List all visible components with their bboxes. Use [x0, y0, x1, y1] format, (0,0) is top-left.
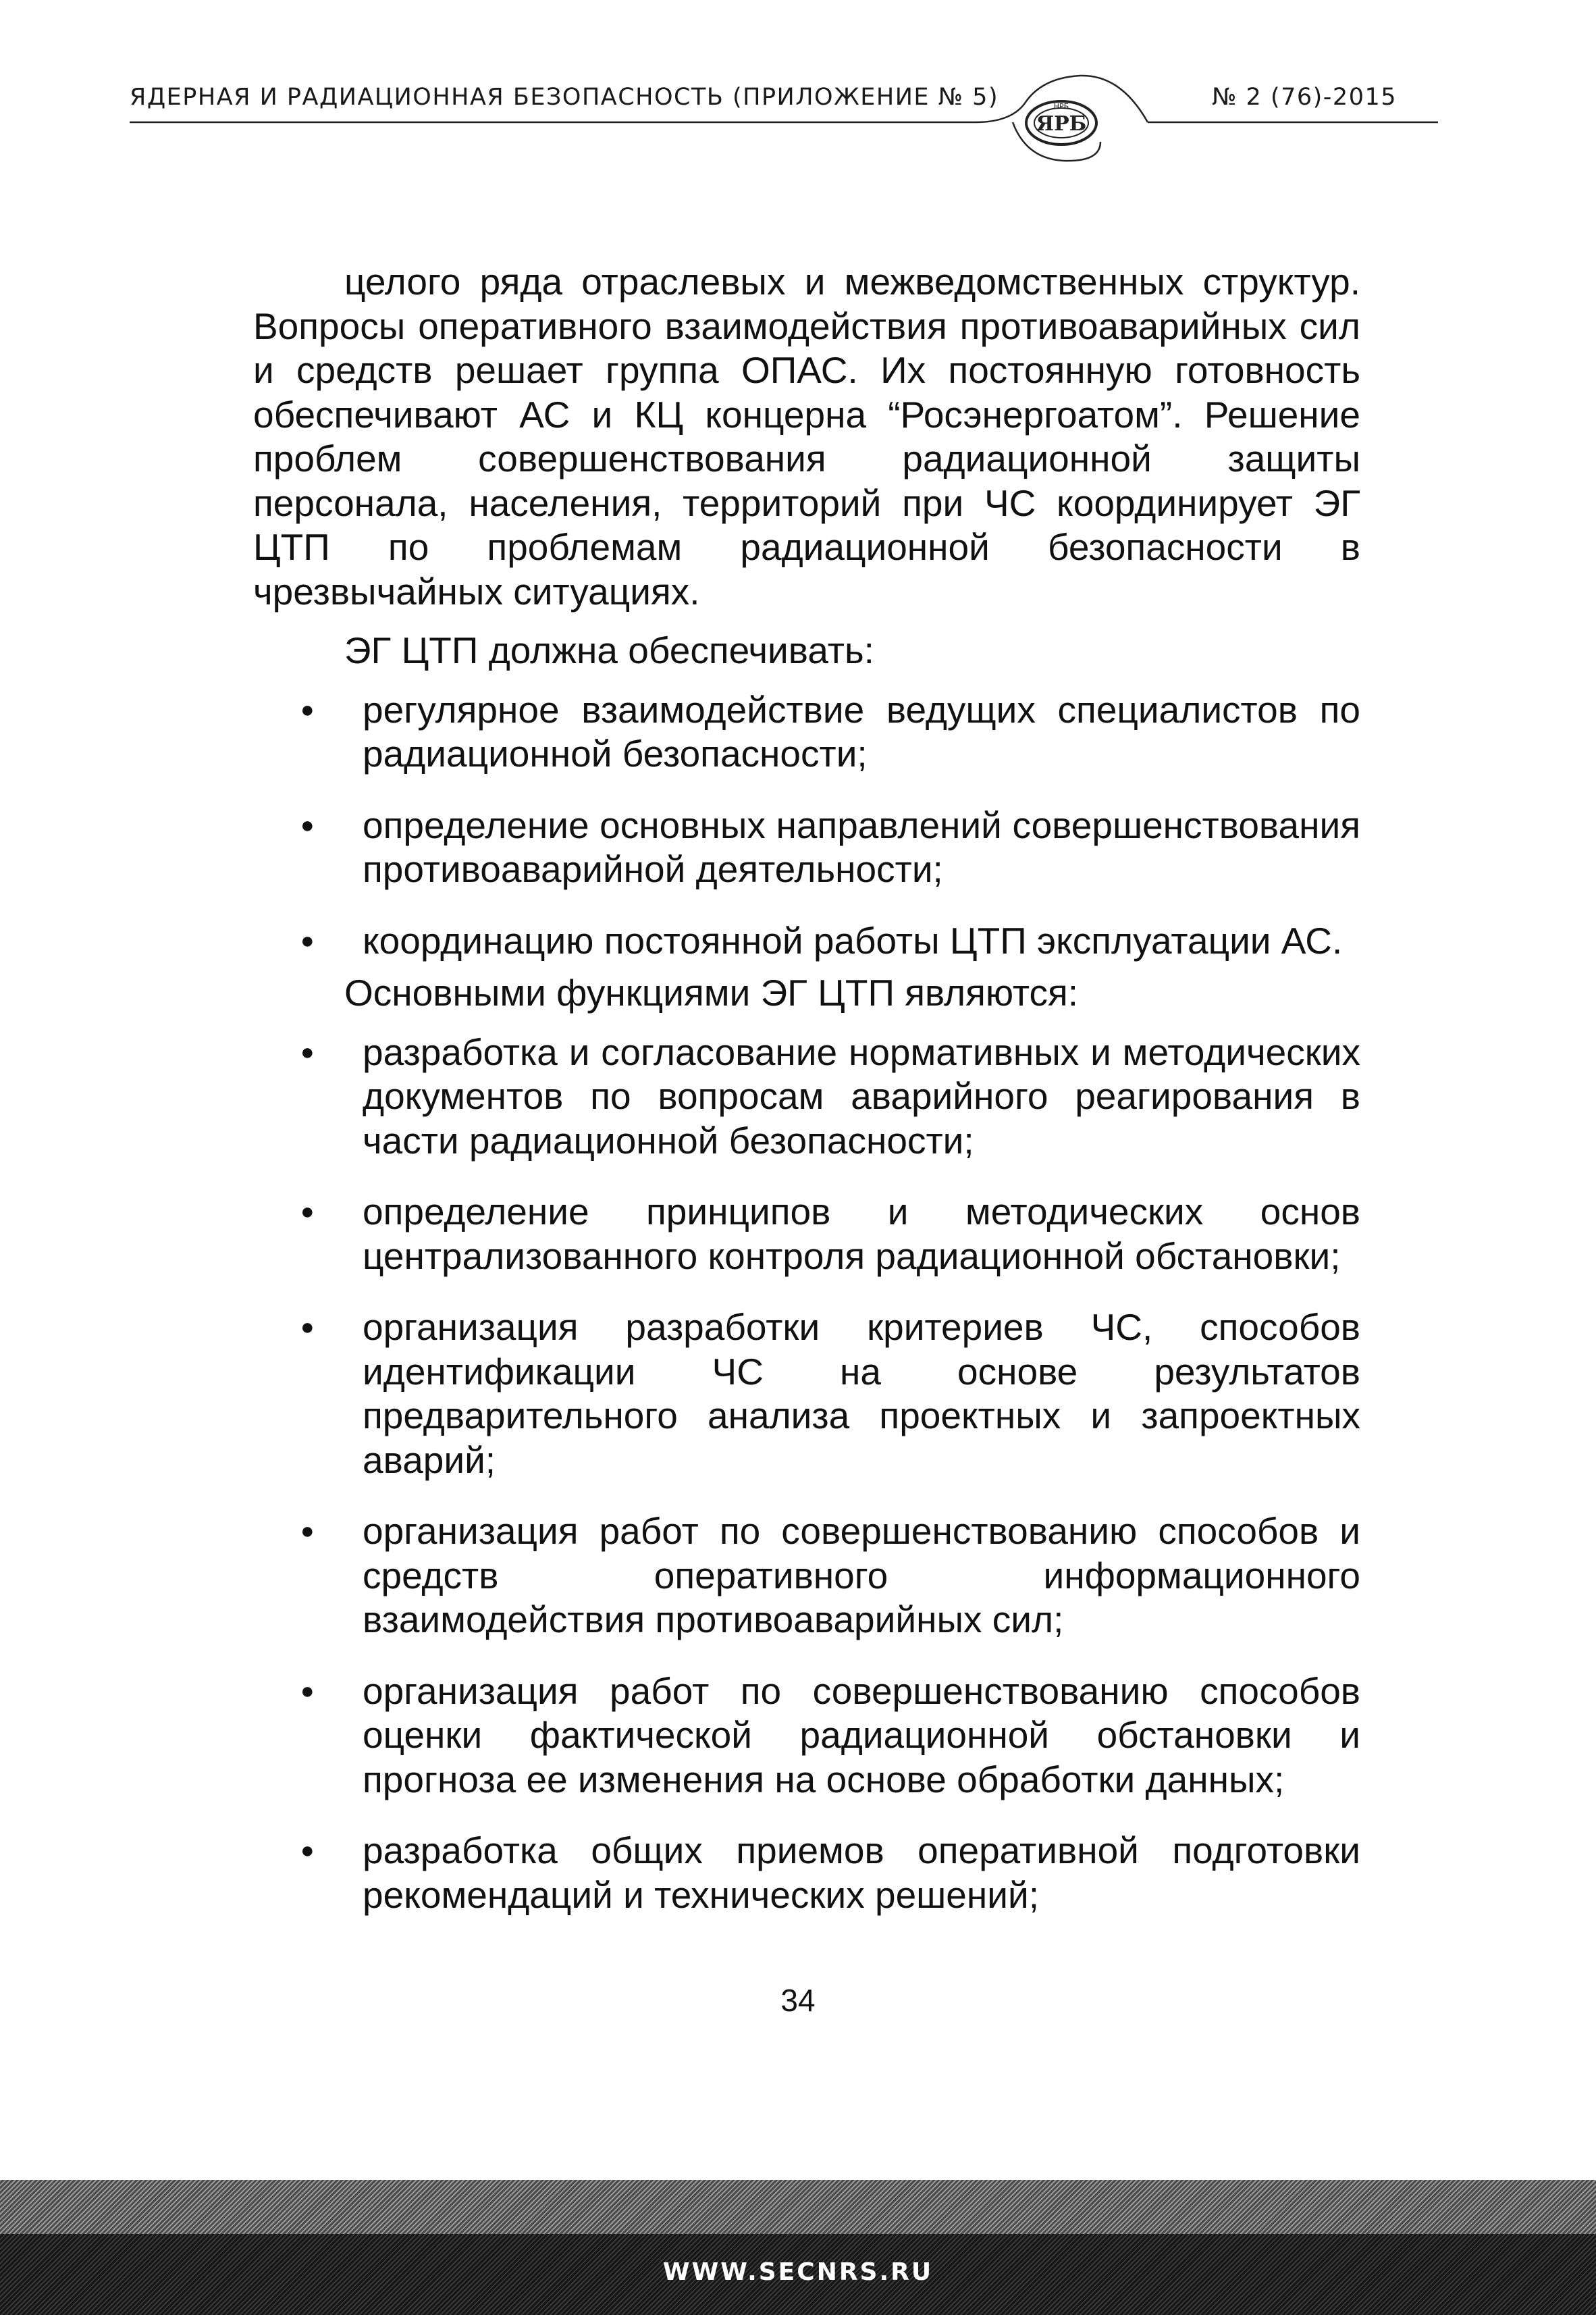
bullet-icon: ●: [300, 1518, 315, 1544]
list-intro: Основными функциями ЭГ ЦТП являются:: [344, 972, 1079, 1014]
article-body: [253, 260, 1360, 1917]
bullet-icon: ●: [300, 696, 315, 723]
bullet-icon: ●: [300, 1314, 315, 1340]
list-item: [253, 1829, 1360, 1917]
list-item-text: координацию постоянной работы ЦТП эксплуатации АС.: [363, 919, 1343, 962]
bullet-icon: ●: [300, 1039, 315, 1065]
bullet-list-functions: [253, 1031, 1360, 1918]
bullet-icon: ●: [300, 1199, 315, 1224]
page-footer: [0, 2180, 1596, 2315]
list-item: [253, 1669, 1360, 1802]
issue-number: № 2 (76)-2015: [1212, 84, 1397, 111]
list-item: [253, 1305, 1360, 1482]
list-item-text: организация работ по совершенствованию способов оценки фактической радиационной обстановки и прогноза ее изменения на основе обработки данных;: [363, 1669, 1360, 1800]
footer-url-link[interactable]: WWW.SECNRS.RU: [662, 2258, 934, 2286]
logo-text: ЯРБ: [1036, 112, 1087, 136]
bullet-icon: ●: [300, 1838, 315, 1863]
list-item-text: разработка и согласование нормативных и методических документов по вопросам аварийного реагирования в части радиационной безопасности;: [363, 1031, 1360, 1162]
list-item-text: разработка общих приемов оперативной подготовки рекомендаций и технических решений;: [363, 1829, 1360, 1916]
list-item-text: организация работ по совершенствованию способов и средств оперативного информационного взаимодействия противоаварийных сил;: [363, 1510, 1360, 1640]
list-item: [253, 1190, 1360, 1278]
list-item-text: регулярное взаимодействие ведущих специалистов по радиационной безопасности;: [363, 688, 1360, 775]
list-intro: ЭГ ЦТП должна обеспечивать:: [344, 629, 874, 671]
list-item: [253, 688, 1360, 777]
journal-logo-icon: [1026, 101, 1096, 145]
journal-title: ЯДЕРНАЯ И РАДИАЦИОННАЯ БЕЗОПАСНОСТЬ (ПРИЛОЖЕНИЕ № 5): [130, 84, 999, 111]
list-item: [253, 1031, 1360, 1164]
bullet-icon: ●: [300, 812, 315, 838]
bullet-icon: ●: [300, 1677, 315, 1704]
logo-small-text: НРБ: [1053, 102, 1069, 111]
footer-band: [0, 2234, 1596, 2315]
list-item-text: организация разработки критериев ЧС, способов идентификации ЧС на основе результатов предварительного анализа проектных и запроектных аварий;: [363, 1306, 1360, 1481]
list-item: [253, 919, 1360, 964]
list-item-text: определение основных направлений совершенствования противоаварийной деятельности;: [363, 804, 1360, 890]
list-item: [253, 804, 1360, 892]
bullet-icon: ●: [300, 927, 315, 954]
page-header: [0, 0, 1596, 176]
bullet-list-responsibilities: [253, 688, 1360, 964]
list-item-text: определение принципов и методических основ централизованного контроля радиационной обстановки;: [363, 1191, 1360, 1277]
list-item: [253, 1509, 1360, 1642]
body-paragraph: целого ряда отраслевых и межведомственных структур. Вопросы оперативного взаимодействия противоаварийных сил и средств решает группа ОПАС. Их постоянную готовность обеспечивают АС и КЦ концерна “Росэнергоатом”. Решение проблем совершенствования радиационной защиты персонала, населения, территорий при ЧС координирует ЭГ ЦТП по проблемам радиационной безопасности в чрезвычайных ситуациях.: [253, 261, 1360, 613]
page-number: 34: [780, 1983, 816, 2018]
